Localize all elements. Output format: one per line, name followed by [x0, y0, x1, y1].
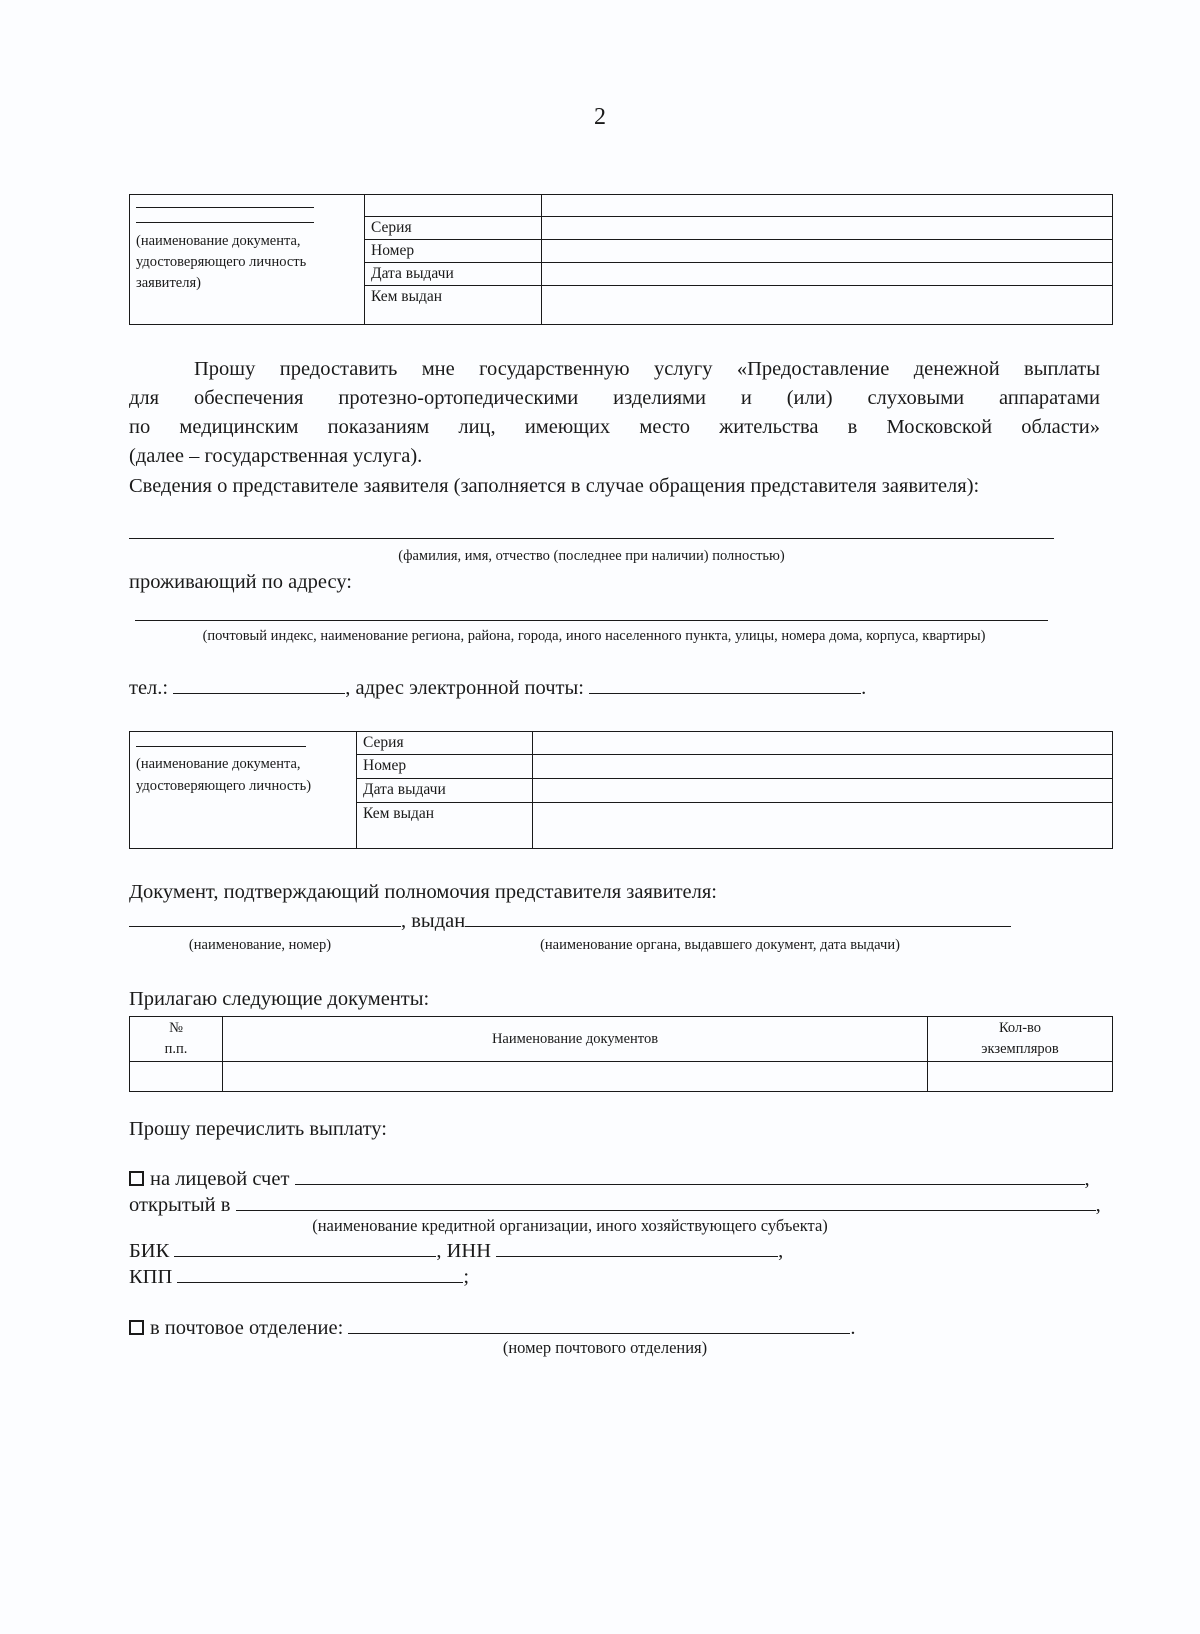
applicant-doc-caption: (наименование документа, удостоверяющего личность заявителя)	[136, 233, 307, 291]
authority-caption-right: (наименование органа, выдавшего документ, дата выдачи)	[540, 937, 900, 953]
phone-line[interactable]	[173, 673, 345, 694]
request-line-1: Прошу предоставить мне государственную услугу «Предоставление денежной выплаты	[194, 358, 1100, 380]
applicant-date-value[interactable]	[542, 263, 1113, 286]
authority-caption-left: (наименование, номер)	[188, 937, 332, 953]
kpp-semicolon: ;	[463, 1266, 470, 1288]
bik-label: БИК	[129, 1240, 170, 1262]
col-qty-header	[928, 1017, 1113, 1062]
applicant-issuer-value[interactable]	[542, 286, 1113, 325]
email-label: , адрес электронной почты:	[345, 677, 584, 699]
post-caption: (номер почтового отделения)	[502, 1338, 708, 1357]
col-qty-line-1: Кол-во	[998, 1020, 1042, 1036]
kpp-line[interactable]	[177, 1262, 463, 1283]
rep-number-label: Номер	[357, 755, 533, 779]
applicant-date-label: Дата выдачи	[365, 263, 542, 286]
email-line[interactable]	[589, 673, 861, 694]
phone-label: тел.:	[129, 677, 169, 699]
col-num-line-1: №	[169, 1020, 183, 1036]
aux-text: Прошу предоставить мне государственную услугу «Предоставление денежной выплаты для обеспечения протезно-ортопедическими изделиями и (или) слуховыми аппаратами по медицинским показаниям лиц, имеющих место жительства в Московской области» (далее – государственная услуга). № п.п.	[0, 1600, 130, 1601]
post-line[interactable]	[348, 1313, 850, 1334]
page-number: 2	[594, 104, 606, 130]
applicant-number-label: Номер	[365, 240, 542, 263]
authority-issuer-line[interactable]	[465, 906, 1011, 927]
applicant-doc-cell	[130, 195, 365, 325]
doc-name-line-1[interactable]	[136, 193, 314, 208]
account-comma: ,	[1084, 1168, 1090, 1190]
address-caption: (почтовый индекс, наименование региона, района, города, иного населенного пункта, улицы, номера дома, корпуса, квартиры)	[202, 628, 986, 644]
doc-name-line-2[interactable]	[136, 208, 314, 223]
contacts-row	[129, 673, 866, 703]
kpp-row	[129, 1262, 469, 1292]
opened-comma: ,	[1095, 1194, 1101, 1216]
post-checkbox[interactable]	[129, 1320, 144, 1335]
applicant-id-table	[129, 194, 1113, 325]
applicant-number-value[interactable]	[542, 240, 1113, 263]
rep-issuer-value[interactable]	[533, 803, 1113, 849]
post-label: в почтовое отделение:	[150, 1317, 344, 1339]
applicant-series-value[interactable]	[542, 217, 1113, 240]
rep-number-value[interactable]	[533, 755, 1113, 779]
representative-name-caption: (фамилия, имя, отчество (последнее при наличии) полностью)	[398, 548, 785, 564]
request-line-3: по медицинским показаниям лиц, имеющих место жительства в Московской области»	[129, 416, 1100, 438]
rep-date-value[interactable]	[533, 779, 1113, 803]
request-line-4: (далее – государственная услуга).	[129, 445, 423, 467]
rep-issuer-label: Кем выдан	[357, 803, 533, 849]
rep-series-label: Серия	[357, 732, 533, 755]
rep-doc-caption: (наименование документа, удостоверяющего личность)	[136, 756, 312, 794]
request-line-2: для обеспечения протезно-ортопедическими изделиями и (или) слуховыми аппаратами	[129, 387, 1100, 409]
inn-line[interactable]	[496, 1236, 778, 1257]
col-qty-line-2: экземпляров	[981, 1041, 1059, 1057]
representative-heading: Сведения о представителе заявителя (заполняется в случае обращения представителя заявителя):	[129, 475, 980, 497]
rep-series-value[interactable]	[533, 732, 1113, 755]
row-name-cell[interactable]	[223, 1062, 928, 1092]
representative-id-table	[129, 731, 1113, 849]
org-caption: (наименование кредитной организации, иного хозяйствующего субъекта)	[312, 1216, 828, 1235]
kpp-label: КПП	[129, 1266, 173, 1288]
col-num-line-2: п.п.	[164, 1041, 188, 1057]
authority-doc-line[interactable]	[129, 906, 401, 927]
rep-doc-cell	[130, 732, 357, 849]
opened-line[interactable]	[236, 1190, 1096, 1211]
issued-label: , выдан	[401, 910, 466, 932]
opened-label: открытый в	[129, 1194, 231, 1216]
authority-row	[129, 906, 1011, 936]
applicant-id-value-0[interactable]	[542, 195, 1113, 217]
account-checkbox[interactable]	[129, 1171, 144, 1186]
col-name-header: Наименование документов	[223, 1017, 928, 1062]
account-label: на лицевой счет	[150, 1168, 290, 1190]
col-num-header	[130, 1017, 223, 1062]
row-num-cell[interactable]	[130, 1062, 223, 1092]
inn-label: , ИНН	[436, 1240, 492, 1262]
rep-doc-name-line[interactable]	[136, 732, 306, 747]
attachments-table	[129, 1016, 1113, 1092]
applicant-issuer-label: Кем выдан	[365, 286, 542, 325]
inn-comma: ,	[778, 1240, 784, 1262]
applicant-id-label-0	[365, 195, 542, 217]
authority-heading: Документ, подтверждающий полномочия представителя заявителя:	[129, 881, 717, 903]
bik-line[interactable]	[174, 1236, 436, 1257]
account-line[interactable]	[295, 1164, 1085, 1185]
payment-heading: Прошу перечислить выплату:	[129, 1118, 387, 1140]
address-line[interactable]	[135, 620, 1048, 621]
rep-date-label: Дата выдачи	[357, 779, 533, 803]
row-qty-cell[interactable]	[928, 1062, 1113, 1092]
representative-name-line[interactable]	[129, 538, 1054, 539]
post-dot: .	[850, 1317, 856, 1339]
address-label: проживающий по адресу:	[129, 571, 353, 593]
request-paragraph	[129, 355, 1100, 471]
attachments-heading: Прилагаю следующие документы:	[129, 988, 430, 1010]
applicant-series-label: Серия	[365, 217, 542, 240]
email-end-dot: .	[861, 677, 867, 699]
